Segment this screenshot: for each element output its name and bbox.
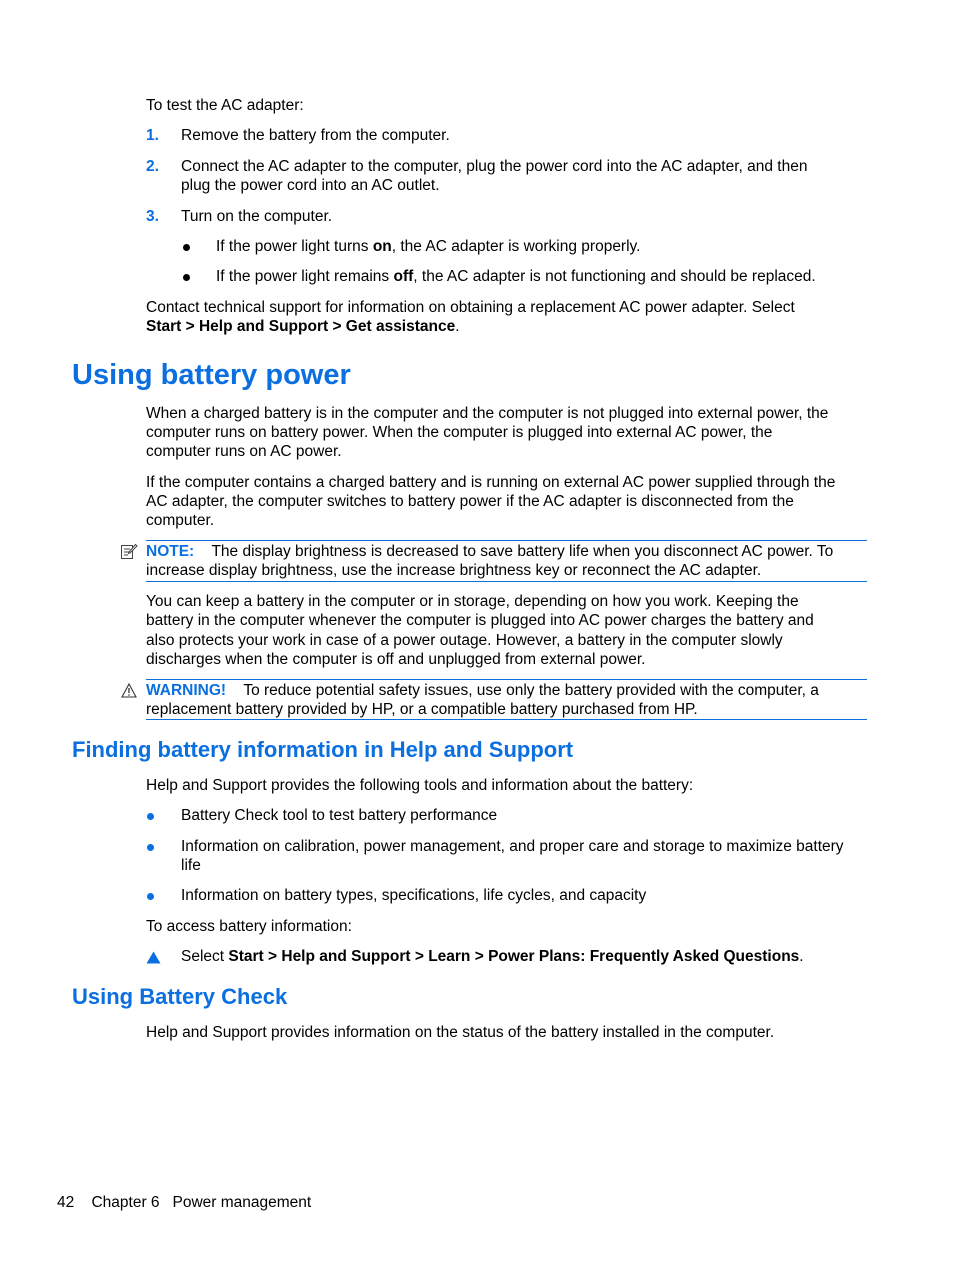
bullet-text: Information on battery types, specifications, life cycles, and capacity	[181, 887, 647, 904]
contact-text: Contact technical support for information on obtaining a replacement AC power adapter. Select	[146, 299, 795, 316]
bullet-icon	[183, 274, 190, 281]
bullet-icon	[147, 813, 154, 820]
step-text: plug the power cord into an AC outlet.	[181, 177, 440, 194]
warning-line: WARNING! To reduce potential safety issues, use only the battery provided with the computer, a	[146, 682, 819, 699]
substep-text: If the power light remains off, the AC adapter is not functioning and should be replaced.	[216, 268, 816, 285]
paragraph-line: computer runs on AC power.	[146, 443, 342, 460]
page-number: 42	[57, 1194, 75, 1211]
warning-line: replacement battery provided by HP, or a compatible battery purchased from HP.	[146, 701, 698, 718]
step-text: Turn on the computer.	[181, 208, 333, 225]
note-pencil-icon	[120, 543, 138, 561]
bullet-icon	[183, 244, 190, 251]
solid-triangle-icon	[146, 951, 161, 964]
subsection-intro: Help and Support provides the following tools and information about the battery:	[146, 777, 694, 794]
chapter-label: Chapter 6	[91, 1194, 160, 1211]
bullet-icon	[147, 844, 154, 851]
paragraph-line: computer.	[146, 512, 215, 529]
paragraph-line: computer runs on battery power. When the computer is plugged into external AC power, the	[146, 424, 773, 441]
paragraph-line: discharges when the computer is off and unplugged from external power.	[146, 651, 646, 668]
substep-text: If the power light turns on, the AC adapter is working properly.	[216, 238, 641, 255]
paragraph-line: battery in the computer whenever the computer is plugged into AC power charges the battery and	[146, 612, 814, 629]
subsection-title: Using Battery Check	[72, 984, 288, 1009]
paragraph-line: When a charged battery is in the computer and the computer is not plugged into external power, the	[146, 405, 829, 422]
warning-triangle-icon	[121, 683, 137, 698]
access-text: To access battery information:	[146, 918, 352, 935]
paragraph-line: If the computer contains a charged battery and is running on external AC power supplied through the	[146, 474, 836, 491]
bullet-icon	[147, 893, 154, 900]
note-bottom-rule	[146, 581, 867, 582]
bullet-text: Battery Check tool to test battery performance	[181, 807, 498, 824]
bullet-text: life	[181, 857, 201, 874]
action-text: Select Start > Help and Support > Learn > Power Plans: Frequently Asked Questions.	[181, 948, 804, 965]
page-footer	[57, 1193, 311, 1213]
note-top-rule	[146, 540, 867, 541]
note-label: NOTE:	[146, 543, 195, 560]
paragraph-line: also protects your work in case of a power outage. However, a battery in the computer slowly	[146, 632, 783, 649]
step-text: Remove the battery from the computer.	[181, 127, 450, 144]
step-number: 1.	[146, 127, 159, 144]
step-number: 2.	[146, 158, 159, 175]
paragraph-line: AC adapter, the computer switches to battery power if the AC adapter is disconnected from the	[146, 493, 794, 510]
step-number: 3.	[146, 208, 159, 225]
bullet-text: Information on calibration, power management, and proper care and storage to maximize battery	[181, 838, 844, 855]
subsection-text: Help and Support provides information on the status of the battery installed in the computer.	[146, 1024, 775, 1041]
note-line: increase display brightness, use the increase brightness key or reconnect the AC adapter.	[146, 562, 762, 579]
contact-path: Start > Help and Support > Get assistance.	[146, 318, 460, 335]
chapter-title: Power management	[172, 1194, 312, 1211]
warning-top-rule	[146, 679, 867, 680]
step-text: Connect the AC adapter to the computer, plug the power cord into the AC adapter, and then	[181, 158, 808, 175]
warning-label: WARNING!	[146, 682, 227, 699]
intro-text: To test the AC adapter:	[146, 97, 304, 114]
section-title: Using battery power	[72, 359, 351, 391]
warning-bottom-rule	[146, 719, 867, 720]
note-line: NOTE: The display brightness is decreased to save battery life when you disconnect AC power. To	[146, 543, 834, 560]
paragraph-line: You can keep a battery in the computer or in storage, depending on how you work. Keeping the	[146, 593, 799, 610]
subsection-title: Finding battery information in Help and Support	[72, 737, 574, 762]
